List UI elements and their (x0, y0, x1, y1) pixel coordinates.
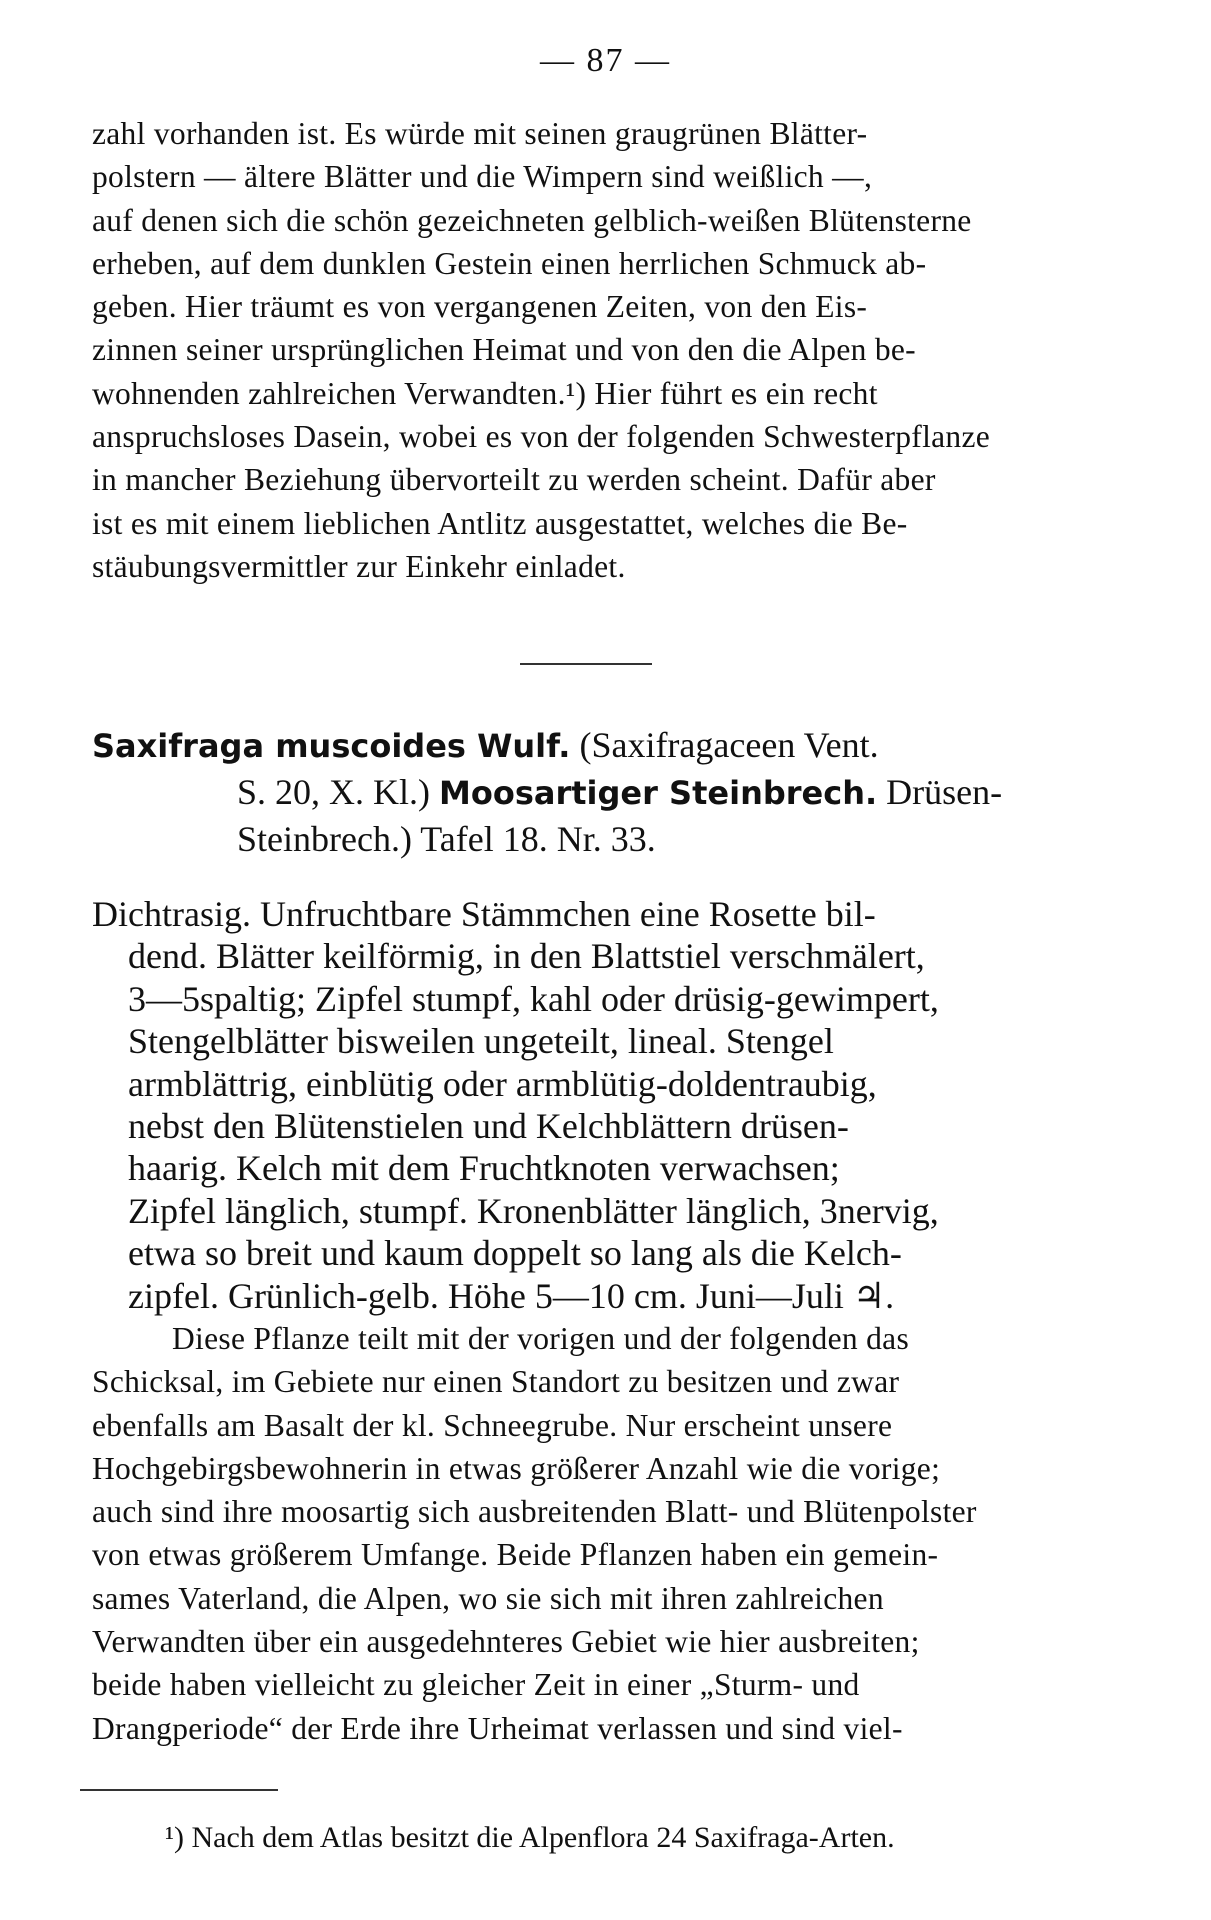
text-line: etwa so breit und kaum doppelt so lang als die Kelch- (128, 1233, 902, 1274)
text-line: erheben, auf dem dunklen Gestein einen herrlichen Schmuck ab- (92, 245, 927, 281)
page-number: — 87 — (540, 42, 671, 79)
text-line: Zipfel länglich, stumpf. Kronenblätter länglich, 3nervig, (128, 1190, 939, 1231)
text-line: sames Vaterland, die Alpen, wo sie sich mit ihren zahlreichen (92, 1580, 884, 1616)
footnote-rule (80, 1789, 278, 1791)
text-line: geben. Hier träumt es von vergangenen Zeiten, von den Eis- (92, 289, 868, 325)
text-line: Verwandten über ein ausgedehnteres Gebiet wie hier ausbreiten; (92, 1624, 920, 1660)
text-line: zipfel. Grünlich-gelb. Höhe 5—10 cm. Juni—Juli ♃. (128, 1275, 895, 1316)
text-line: nebst den Blütenstielen und Kelchblättern drüsen- (128, 1106, 849, 1147)
bottom-paragraph (92, 1317, 1152, 1750)
text-line: 3—5spaltig; Zipfel stumpf, kahl oder drüsig-gewimpert, (128, 978, 939, 1019)
text-line: wohnenden zahlreichen Verwandten.¹) Hier führt es ein recht (92, 375, 878, 411)
text-line: auf denen sich die schön gezeichneten gelblich-weißen Blütensterne (92, 202, 972, 238)
section-divider (520, 663, 652, 665)
text-line: Diese Pflanze teilt mit der vorigen und der folgenden das (172, 1321, 910, 1356)
text-line: von etwas größerem Umfange. Beide Pflanzen haben ein gemein- (92, 1537, 939, 1573)
description-paragraph (92, 893, 1152, 1317)
text-line: auch sind ihre moosartig sich ausbreitenden Blatt- und Blütenpolster (92, 1494, 977, 1530)
family-text: (Saxifragaceen Vent. (570, 725, 879, 765)
text-line: Stengelblätter bisweilen ungeteilt, lineal. Stengel (128, 1021, 834, 1062)
text-line: Hochgebirgsbewohnerin in etwas größerer Anzahl wie die vorige; (92, 1450, 941, 1486)
species-name: Saxifraga muscoides Wulf. (92, 727, 571, 765)
text-line: beide haben vielleicht zu gleicher Zeit in einer „Sturm- und (92, 1667, 860, 1703)
text-line: dend. Blätter keilförmig, in den Blattstiel verschmälert, (128, 936, 925, 977)
text-line: armblättrig, einblütig oder armblütig-doldentraubig, (128, 1063, 877, 1104)
footnote: ¹) Nach dem Atlas besitzt die Alpenflora 24 Saxifraga-Arten. (165, 1821, 895, 1854)
classification-text: S. 20, X. Kl.) (237, 772, 440, 812)
text-line: Dichtrasig. Unfruchtbare Stämmchen eine Rosette bil- (92, 894, 876, 934)
top-paragraph (92, 112, 1152, 588)
text-line: polstern — ältere Blätter und die Wimpern sind weißlich —, (92, 159, 873, 195)
text-line: Schicksal, im Gebiete nur einen Standort zu besitzen und zwar (92, 1364, 900, 1400)
text-line: ist es mit einem lieblichen Antlitz ausgestattet, welches die Be- (92, 505, 908, 541)
text-line: stäubungsvermittler zur Einkehr einladet. (92, 548, 626, 584)
text-line: ebenfalls am Basalt der kl. Schneegrube. Nur erscheint unsere (92, 1407, 893, 1443)
species-heading (92, 722, 1152, 862)
common-name: Moosartiger Steinbrech. (439, 774, 878, 812)
text-line: zinnen seiner ursprünglichen Heimat und von den die Alpen be- (92, 332, 916, 368)
text-line: Drangperiode“ der Erde ihre Urheimat verlassen und sind viel- (92, 1710, 903, 1746)
text-line: in mancher Beziehung übervorteilt zu werden scheint. Dafür aber (92, 462, 936, 498)
text-line: zahl vorhanden ist. Es würde mit seinen graugrünen Blätter- (92, 116, 868, 151)
plate-reference: Steinbrech.) Tafel 18. Nr. 33. (237, 819, 656, 859)
text-line: haarig. Kelch mit dem Fruchtknoten verwachsen; (128, 1148, 840, 1189)
alt-name-text: Drüsen- (877, 772, 1003, 812)
text-line: anspruchsloses Dasein, wobei es von der folgenden Schwesterpflanze (92, 419, 991, 455)
